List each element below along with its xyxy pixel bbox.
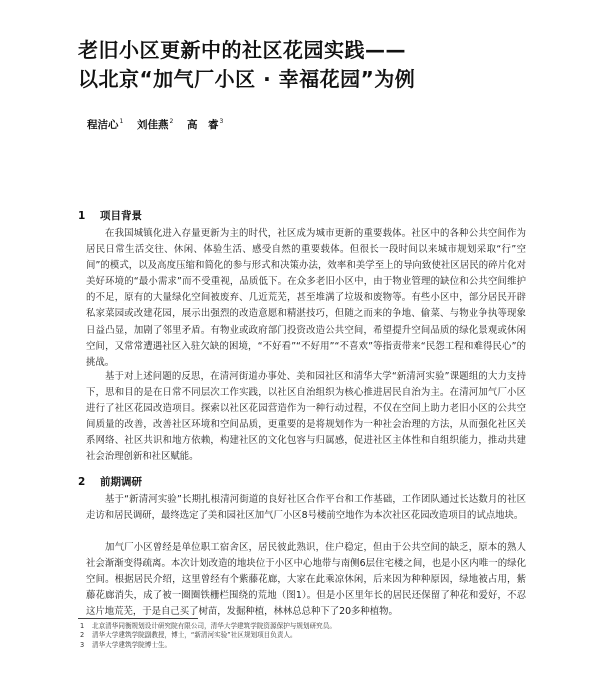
footnotes xyxy=(80,622,520,650)
author-mark: 2 xyxy=(169,118,174,125)
title-line-1: 老旧小区更新中的社区花园实践—— xyxy=(78,38,406,62)
section-title: 前期调研 xyxy=(100,476,142,488)
title-line-2: 以北京“加气厂小区 · 幸福花园”为例 xyxy=(78,67,416,91)
footnote xyxy=(80,631,520,640)
footnote xyxy=(80,641,520,650)
author-list xyxy=(87,117,233,132)
section-number: 2 xyxy=(78,476,86,488)
author-3 xyxy=(187,119,223,131)
author-mark: 1 xyxy=(119,118,124,125)
author-name: 程洁心 xyxy=(87,119,119,131)
footnote xyxy=(80,622,520,631)
body-paragraph-3: 基于“新清河实验”长期扎根清河街道的良好社区合作平台和工作基础，工作团队通过长达数月的社区走访和居民调研，最终选定了美和园社区加气厂小区8号楼前空地作为本次社区花园改造项目的试点地块。 xyxy=(86,494,526,522)
body-paragraph-2: 基于对上述问题的反思，在清河街道办事处、美和园社区和清华大学“新清河实验”课题组的大力支持下，思和目的是在日常不同层次工作实践，以社区自治组织为核心推进居民自治为主。在清河加气厂小区进行了社区花园改造项目。探索以社区花园营造作为一种行动过程，不仅在空间上助力老旧小区的公共空间质量的改善，改善社区环境和空间品质，更重要的是将规划作为一种社会治理的方法，从而强化社区关系网络、社区共识和地方依赖，构建社区的文化包容与归属感，促进社区主体性和自组织能力，推动共建社会治理创新和社区赋能。 xyxy=(86,371,526,463)
author-name: 刘佳燕 xyxy=(136,119,169,131)
footnote-mark: 3 xyxy=(80,640,85,649)
body-paragraph-1: 在我国城镇化进入存量更新为主的时代，社区成为城市更新的重要载体。社区中的各种公共空间作为居民日常生活交往、休闲、体验生活、感受自然的重要载体。但很长一段时间以来城市规划采取“行”空间”的模式，以及高度压缩和简化的参与形式和决策办法，效率和美学至上的导向致使社区居民的碎片化对美好环境的“最小需求”而不受重视，品质低下。在众多老旧小区中，由于物业管理的缺位和公共空间维护的不足，原有的大量绿化空间被废弃、几近荒芜，甚至堆满了垃圾和废物等。有些小区中，部分居民开辟私家菜园或改建花园，展示出强烈的改造意愿和精湛技巧，但随之而来的争地、偷菜、与物业争执等现象日益凸显，加剧了邻里矛盾。有物业或政府部门投资改造公共空间，希望提升空间品质的绿化景观或休闲空间，又常常遭遇社区入驻欠缺的困境，“不好看”“不好用”“不喜欢”等指责带来“民怨工程和难得民心”的挑战。 xyxy=(86,228,526,368)
footnote-divider xyxy=(78,618,198,619)
section-heading-2 xyxy=(78,474,142,489)
paper-title xyxy=(78,36,538,94)
author-1 xyxy=(87,119,123,131)
footnote-text: 清华大学建筑学院副教授，博士，“新清河实验”社区规划项目负责人。 xyxy=(92,631,297,640)
footnote-mark: 2 xyxy=(80,631,85,640)
author-mark: 3 xyxy=(219,118,224,125)
section-heading-1 xyxy=(78,208,142,223)
author-name: 高 睿 xyxy=(186,119,219,131)
author-2 xyxy=(137,119,173,131)
section-title: 项目背景 xyxy=(100,210,142,222)
body-paragraph-4: 加气厂小区曾经是单位职工宿舍区，居民彼此熟识，住户稳定，但由于公共空间的缺乏，原本的熟人社会渐渐变得疏离。本次计划改造的地块位于小区中心地带与南侧6层住宅楼之间，也是小区内唯一的绿化空间。根据居民介绍，这里曾经有个紫藤花廊，大家在此乘凉休闲，后来因为种种原因，绿地被占用，紫藤花廊消失，成了被一圈圈铁栅栏围绕的荒地（图1）。但是小区里年长的居民还保留了种花和爱好，不忍这片地荒芜，于是自己买了树苗，发掘种植，林林总总种下了20多种植物。 xyxy=(86,542,526,618)
footnote-text: 北京清华同衡规划设计研究院有限公司，清华大学建筑学院资源保护与规划研究员。 xyxy=(92,622,336,630)
footnote-text: 清华大学建筑学院博士生。 xyxy=(92,640,172,649)
footnote-mark: 1 xyxy=(80,622,85,630)
section-number: 1 xyxy=(78,210,86,222)
